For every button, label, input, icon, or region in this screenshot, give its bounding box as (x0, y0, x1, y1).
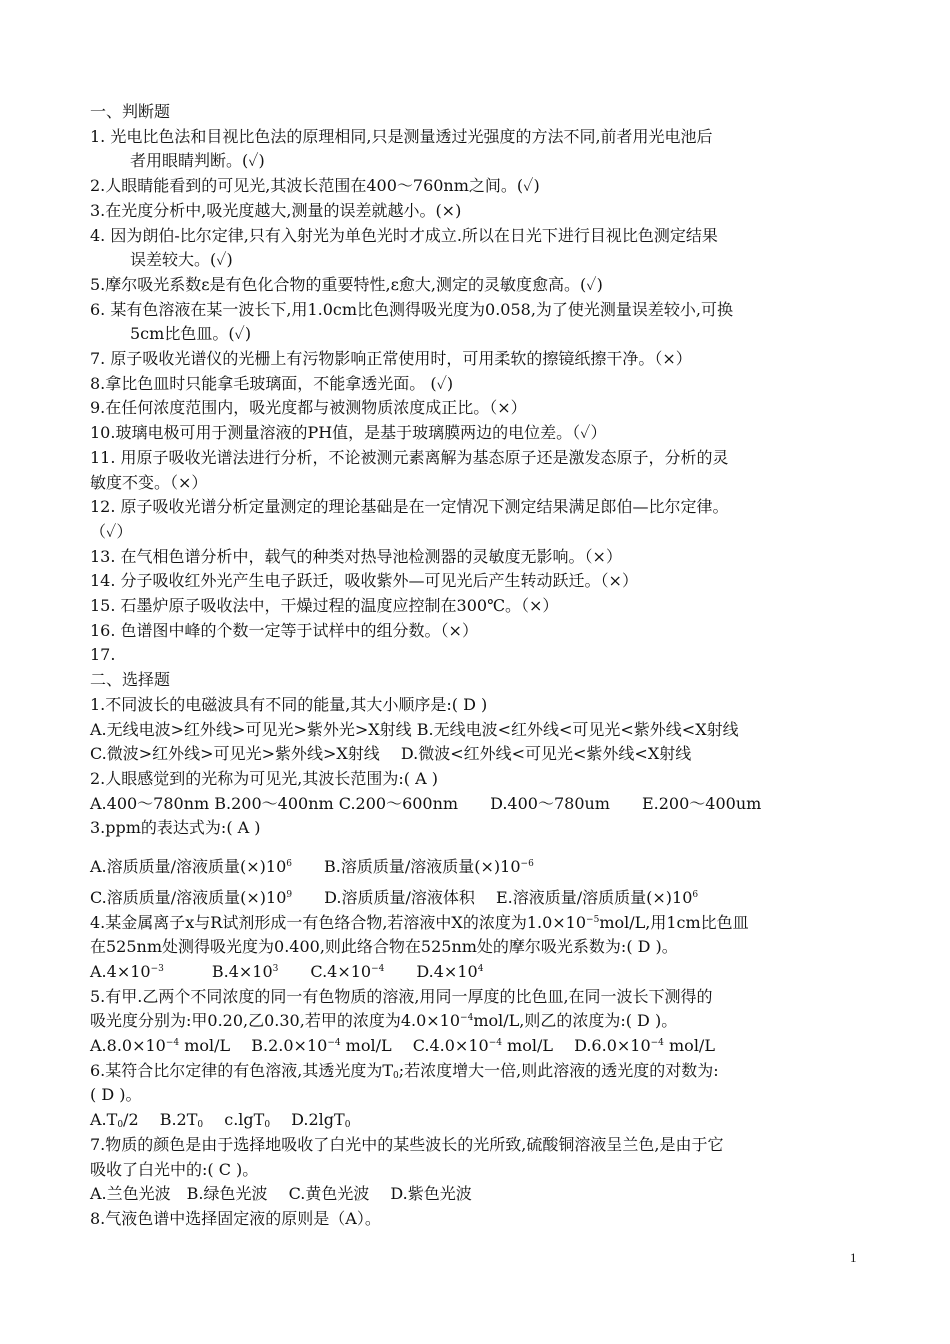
judge-item-10: 10.玻璃电极可用于测量溶液的PH值，是基于玻璃膜两边的电位差。（✓） (90, 423, 607, 443)
judge-item-13: 13. 在气相色谱分析中，载气的种类对热导池检测器的灵敏度无影响。（×） (90, 546, 622, 566)
choice-q5: 5.有甲.乙两个不同浓度的同一有色物质的溶液,用同一厚度的比色皿,在同一波长下测得的 (90, 986, 713, 1006)
judge-item-5: 5.摩尔吸光系数ε是有色化合物的重要特性,ε愈大,测定的灵敏度愈高。(✓) (90, 274, 603, 294)
judge-item-1-cont: 者用眼睛判断。(✓) (130, 151, 265, 171)
choice-q2-options: A.400～780nm B.200～400nm C.200～600nm D.400～780um E.200～400um (90, 793, 762, 813)
judge-item-1: 1. 光电比色法和目视比色法的原理相同,只是测量透过光强度的方法不同,前者用光电池后 (90, 126, 713, 146)
judge-item-16: 16. 色谱图中峰的个数一定等于试样中的组分数。（×） (90, 620, 478, 640)
choice-q4: 4.某金属离子x与R试剂形成一有色络合物,若溶液中X的浓度为$1.0\times 10^{-5}mol/L$,用1cm比色皿 (90, 912, 749, 932)
choice-q3-options-cde: C.溶质质量/溶液质量$(\times)10^9$ D.溶质质量/溶液体积 E.溶液质量/溶质质量$(\times)10^6$ (90, 887, 699, 907)
choice-q5-options: $A.8.0\times 10^{-4}$ mol/L $B.2.0\times 10^{-4}$ mol/L $C.4.0\times 10^{-4}$ mol/L $D.6.0\times 10^{-4}$ mol/L (90, 1036, 715, 1056)
judge-item-6: 6. 某有色溶液在某一波长下,用1.0cm比色测得吸光度为0.058,为了使光测量误差较小,可换 (90, 299, 733, 319)
section-title-judgement: 一、判断题 (90, 102, 171, 121)
judge-item-6-cont: 5cm比色皿。(✓) (130, 324, 252, 344)
judge-item-15: 15. 石墨炉原子吸收法中，干燥过程的温度应控制在300℃。（×） (90, 596, 559, 616)
choice-q7: 7.物质的颜色是由于选择地吸收了白光中的某些波长的光所致,硫酸铜溶液呈兰色,是由于它 (90, 1134, 724, 1154)
page-number: 1 (850, 1250, 857, 1265)
judge-item-9: 9.在任何浓度范围内，吸光度都与被测物质浓度成正比。（×） (90, 398, 527, 418)
judge-item-7: 7. 原子吸收光谱仪的光栅上有污物影响正常使用时，可用柔软的擦镜纸擦干净。（×） (90, 349, 692, 369)
judge-item-2: 2.人眼睛能看到的可见光,其波长范围在400～760nm之间。(✓) (90, 176, 540, 196)
document-page (90, 100, 865, 1232)
judge-item-3: 3.在光度分析中,吸光度越大,测量的误差就越小。(×) (90, 200, 462, 220)
judge-item-8: 8.拿比色皿时只能拿毛玻璃面，不能拿透光面。 (✓) (90, 373, 454, 393)
choice-q3: 3.ppm的表达式为:( A ) (90, 818, 261, 838)
judge-item-17: 17. (90, 645, 116, 665)
choice-q5-cont: 吸光度分别为:甲0.20,乙0.30,若甲的浓度为$4.0\times 10^{-4}mol/L$,则乙的浓度为:( D )。 (90, 1011, 678, 1031)
judge-item-14: 14. 分子吸收红外光产生电子跃迁，吸收紫外—可见光后产生转动跃迁。（×） (90, 571, 638, 591)
choice-q1-options-ab: A.无线电波>红外线>可见光>紫外光>X射线 B.无线电波<红外线<可见光<紫外线<X射线 (90, 719, 739, 739)
choice-q7-options: A.兰色光波 B.绿色光波 C.黄色光波 D.紫色光波 (90, 1184, 472, 1204)
judge-item-12-cont: （✓） (90, 521, 133, 541)
choice-q7-cont: 吸收了白光中的:( C )。 (90, 1159, 259, 1179)
choice-q3-options-ab: A.溶质质量/溶液质量$(\times)10^6$ B.溶质质量/溶液质量$(\times)10^{-6}$ (90, 857, 534, 877)
choice-q6-cont: ( D )。 (90, 1085, 142, 1105)
choice-q4-cont: 在525nm处测得吸光度为0.400,则此络合物在525nm处的摩尔吸光系数为:( D )。 (90, 937, 678, 957)
choice-q6: 6.某符合比尔定律的有色溶液,其透光度为$T_0$;若浓度增大一倍,则此溶液的透光度的对数为: (90, 1060, 719, 1081)
choice-q4-options: $A.4\times 10^{-3}$ $B.4\times 10^3$ $C.4\times 10^{-4}$ $D.4\times 10^4$ (90, 961, 484, 981)
judge-item-4-cont: 误差较大。(✓) (130, 250, 233, 270)
judge-item-11-cont: 敏度不变。（×） (90, 472, 208, 492)
choice-q8: 8.气液色谱中选择固定液的原则是（A）。 (90, 1208, 381, 1228)
choice-q1-options-cd: C.微波>红外线>可见光>紫外线>X射线 D.微波<红外线<可见光<紫外线<X射线 (90, 744, 692, 764)
choice-q6-options: $A.T_0/2$ $B.2T_0$ c.lgT$_0$ D.2lgT$_0$ (90, 1110, 351, 1131)
choice-q2: 2.人眼感觉到的光称为可见光,其波长范围为:( A ) (90, 768, 438, 788)
section-title-choice: 二、选择题 (90, 670, 171, 690)
judge-item-4: 4. 因为朗伯-比尔定律,只有入射光为单色光时才成立.所以在日光下进行目视比色测定结果 (90, 225, 718, 245)
judge-item-12: 12. 原子吸收光谱分析定量测定的理论基础是在一定情况下测定结果满足郎伯—比尔定律。 (90, 497, 729, 517)
judge-item-11: 11. 用原子吸收光谱法进行分析，不论被测元素离解为基态原子还是激发态原子，分析的灵 (90, 447, 729, 467)
choice-q1: 1.不同波长的电磁波具有不同的能量,其大小顺序是:( D ) (90, 694, 488, 714)
